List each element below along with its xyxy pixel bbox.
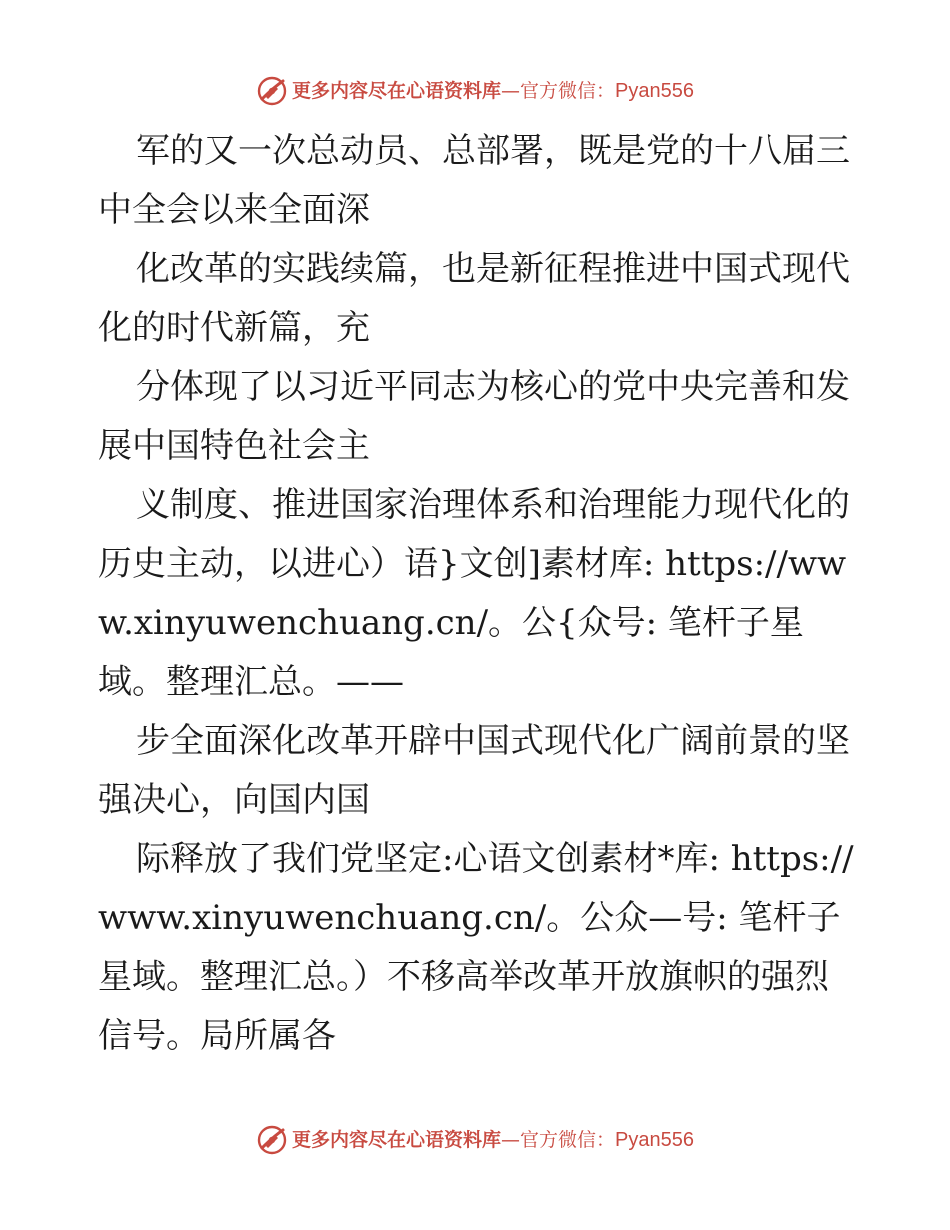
footer-wechat-label: 官方微信：	[520, 1129, 616, 1151]
header-site-slogan: 更多内容尽在心语资料库	[292, 80, 502, 102]
body-paragraph-2: 化改革的实践续篇，也是新征程推进中国式现代化的时代新篇，充	[98, 249, 850, 348]
brush-emblem-icon	[256, 75, 288, 107]
header-wechat-id: Pyan556	[615, 80, 694, 102]
brush-emblem-icon	[256, 1124, 288, 1156]
body-paragraph-3: 分体现了以习近平同志为核心的党中央完善和发展中国特色社会主	[98, 367, 850, 466]
footer-wechat-id: Pyan556	[615, 1129, 694, 1151]
header-separator: —	[501, 80, 521, 102]
header-banner-text	[292, 81, 694, 101]
header-banner	[0, 71, 950, 111]
footer-banner-text	[292, 1130, 694, 1150]
body-paragraph-5: 步全面深化改革开辟中国式现代化广阔前景的坚强决心，向国内国	[98, 721, 850, 820]
body-paragraph-1: 军的又一次总动员、总部署，既是党的十八届三中全会以来全面深	[98, 131, 850, 230]
document-body	[98, 122, 858, 1066]
body-paragraph-6: 际释放了我们党坚定:心语文创素材*库: https://www.xinyuwenchuang.cn/。公众—号: 笔杆子星域。整理汇总。）不移高举改革开放旗帜的强烈信号。局所属各	[98, 839, 854, 1056]
footer-banner	[0, 1120, 950, 1160]
footer-separator: —	[501, 1129, 521, 1151]
footer-site-slogan: 更多内容尽在心语资料库	[292, 1129, 502, 1151]
header-wechat-label: 官方微信：	[520, 80, 616, 102]
body-paragraph-4: 义制度、推进国家治理体系和治理能力现代化的历史主动，以进心）语}文创]素材库: https://www.xinyuwenchuang.cn/。公{众号: 笔杆子星域。整理汇总。——	[98, 485, 850, 702]
